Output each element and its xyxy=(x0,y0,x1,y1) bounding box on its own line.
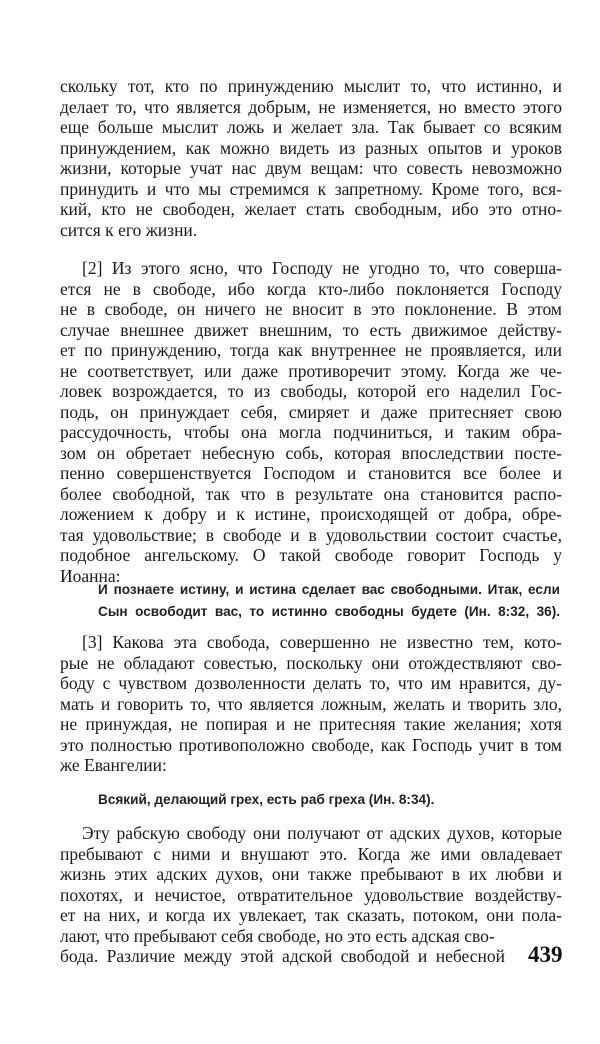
text-line: ет по принуждению, тогда как внутреннее не проявляется, или xyxy=(60,340,562,360)
paragraph-1 xyxy=(60,76,562,240)
text-line: более свободной, так что в результате она становится распо- xyxy=(60,483,562,504)
text-line: боду с чувством дозволенности делать то, что им нравится, ду- xyxy=(60,673,562,693)
text-line: жизни, которые учат нас двум вещам: что совесть невозможно xyxy=(60,158,562,178)
text-line: случае внешнее движет внешним, то есть движимое действу- xyxy=(60,319,562,340)
text-line: же Евангелии: xyxy=(60,755,167,775)
text-line: не принуждая, не попирая и не притесняя такие желания; хотя xyxy=(60,714,562,734)
paragraph-3 xyxy=(60,632,562,776)
text-line: кий, кто не свободен, желает стать свободным, ибо это отно- xyxy=(60,199,562,219)
paragraph-2 xyxy=(60,258,562,586)
quote-line: Сын освободит вас, то истинно свободны будете (Ин. 8:32, 36). xyxy=(98,604,560,619)
text-line: рассудочность, чтобы она могла подчиниться, и таким обра- xyxy=(60,422,562,442)
text-line: сится к его жизни. xyxy=(60,219,198,240)
text-line: зом он обретает небесную собь, которая впоследствии посте- xyxy=(60,442,562,463)
scripture-quote-2 xyxy=(98,789,560,811)
text-line: не соответствует, или даже противоречит этому. Когда же че- xyxy=(60,360,562,381)
paragraph-4 xyxy=(60,823,562,967)
text-line: принудить и что мы стремимся к запретному. Кроме того, вся- xyxy=(60,178,562,199)
text-line: пенно совершенствуется Господом и становится все более и xyxy=(60,463,562,483)
text-line: подобное ангельскому. О такой свободе говорит Господь у xyxy=(60,545,562,565)
text-line: подь, он принуждает себя, смиряет и даже притесняет свою xyxy=(60,401,562,422)
scripture-quote-1 xyxy=(98,579,560,623)
text-line: еще больше мыслит ложь и желает зла. Так бывает со всяким xyxy=(60,117,562,137)
text-line: это полностью противоположно свободе, как Господь учит в том xyxy=(60,734,562,755)
text-line: пребывают с ними и внушают это. Когда же ими овладевает xyxy=(60,843,562,864)
text-line: [3] Какова эта свобода, совершенно не известно тем, кото- xyxy=(82,632,562,652)
text-line: делает то, что является добрым, не изменяется, но вместо этого xyxy=(60,96,562,117)
page-number: 439 xyxy=(528,942,563,967)
text-line: не в свободе, он ничего не вносит в это поклонение. В этом xyxy=(60,299,562,319)
text-line: [2] Из этого ясно, что Господу не угодно то, что соверша- xyxy=(82,258,562,278)
text-line: Эту рабскую свободу они получают от адских духов, которые xyxy=(82,823,562,843)
text-line: ловек возрождается, то из свободы, которой его наделил Гос- xyxy=(60,381,562,401)
text-line: жизнь этих адских духов, они также пребывают в их любви и xyxy=(60,864,562,884)
text-line: рые не обладают совестью, поскольку они отождествляют сво- xyxy=(60,652,562,673)
text-line: бода. Различие между этой адской свободой и небесной xyxy=(60,946,505,966)
quote-line: Всякий, делающий грех, есть раб греха (Ин. 8:34). xyxy=(98,792,435,807)
text-line: мать и говорить то, что является ложным, желать и творить зло, xyxy=(60,693,562,714)
text-line: Иоанна: xyxy=(60,565,121,586)
text-line: похотях, и нечистое, отвратительное удовольствие воздейству- xyxy=(60,884,562,905)
text-line: принуждением, как можно видеть из разных опытов и уроков xyxy=(60,137,562,158)
text-line: ет на них, и когда их увлекает, так сказать, потоком, они пола- xyxy=(60,905,562,925)
text-line: скольку тот, кто по принуждению мыслит то, что истинно, и xyxy=(60,76,562,96)
text-line: ложением к добру и к истине, происходящей от добра, обре- xyxy=(60,504,562,524)
text-line: тая удовольствие; в свободе и в удовольствии состоит счастье, xyxy=(60,524,562,545)
text-line: ется не в свободе, ибо когда кто-либо поклоняется Господу xyxy=(60,278,562,299)
text-line: лают, что пребывают себя свободе, но это есть адская сво- xyxy=(60,925,495,946)
quote-line: И познаете истину, и истина сделает вас свободными. Итак, если xyxy=(98,582,560,597)
